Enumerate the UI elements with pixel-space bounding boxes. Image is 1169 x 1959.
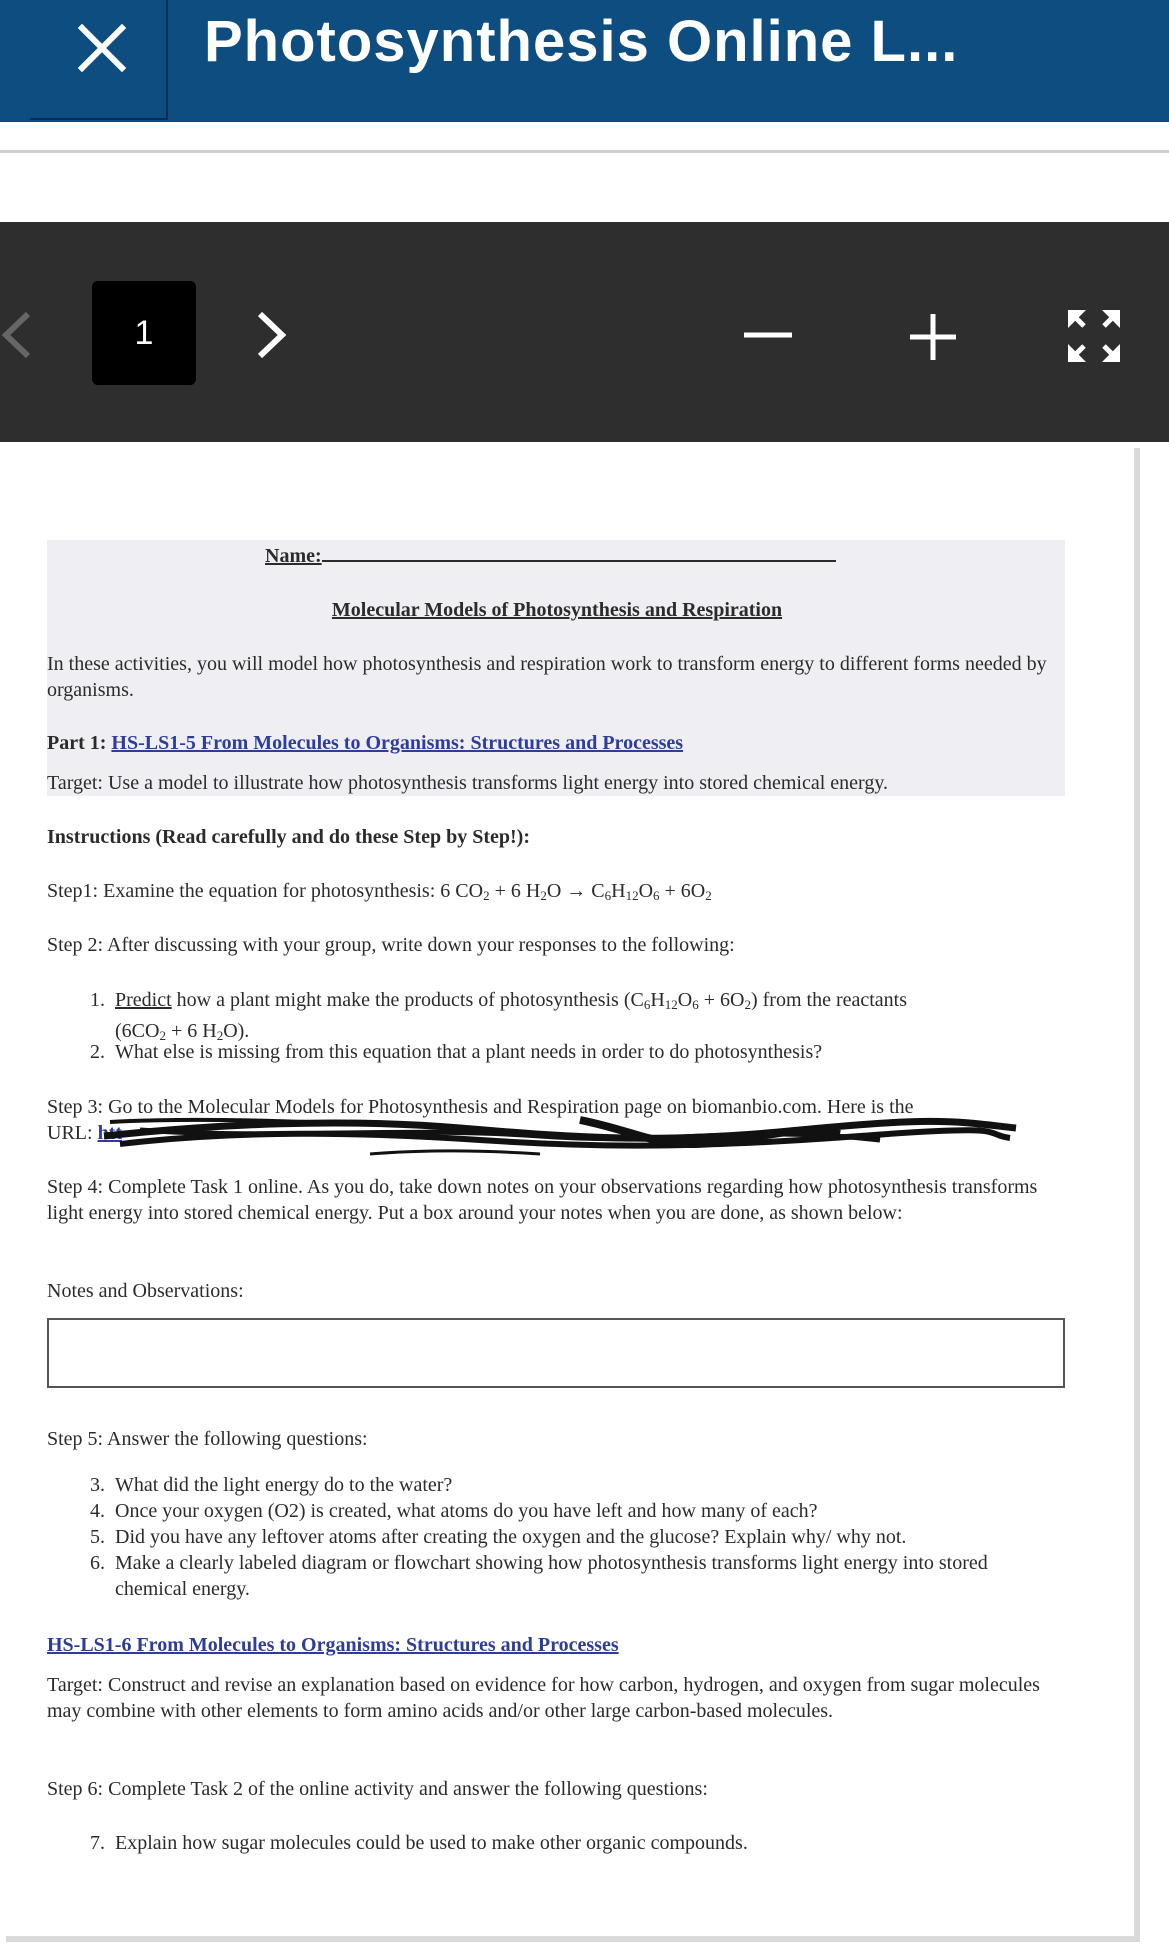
question-3-number: 3.: [90, 1474, 105, 1496]
part2-link[interactable]: HS-LS1-6 From Molecules to Organisms: Structures and Processes: [47, 1634, 619, 1656]
question-6-number: 6.: [90, 1552, 105, 1574]
question-6-text: Make a clearly labeled diagram or flowchart showing how photosynthesis transforms light energy into stored chemical energy.: [115, 1552, 988, 1600]
document-title-text: Molecular Models of Photosynthesis and Respiration: [331, 599, 783, 621]
divider: [0, 150, 1169, 153]
question-7-text: Explain how sugar molecules could be used to make other organic compounds.: [115, 1832, 748, 1854]
name-label: Name:: [265, 545, 322, 567]
question-7-number: 7.: [90, 1832, 105, 1854]
url-label: URL:: [47, 1122, 98, 1144]
fullscreen-icon[interactable]: [1064, 306, 1124, 366]
step1-text: Step1: Examine the equation for photosynthesis:: [47, 880, 441, 902]
redaction-scribble: [97, 1110, 1020, 1170]
question-1-tail: from the reactants: [757, 989, 908, 1011]
question-1-number: 1.: [90, 989, 105, 1011]
step3-line1: Step 3: Go to the Molecular Models for Photosynthesis and Respiration page on biomanbio.com. Here is the: [47, 1096, 914, 1118]
question-3-text: What did the light energy do to the water?: [115, 1474, 453, 1496]
step4: Step 4: Complete Task 1 online. As you do, take down notes on your observations regarding how photosynthesis transforms light energy into stored chemical energy. Put a box around your notes when you are done, as shown below:: [47, 1176, 1038, 1224]
question-1-reactants: ($6CO_2 + 6$ $H_2O$).: [115, 1020, 250, 1043]
predict-word: Predict: [115, 989, 172, 1011]
question-7: [75, 1830, 1065, 1856]
part1-link[interactable]: HS-LS1-5 From Molecules to Organisms: Structures and Processes: [111, 732, 684, 754]
chevron-right-icon[interactable]: [254, 310, 290, 360]
url-link[interactable]: htt: [97, 1122, 123, 1144]
target2: Target: Construct and revise an explanation based on evidence for how carbon, hydrogen, and oxygen from sugar molecules may combine with other elements to form amino acids and/or other large carbon-based molecules.: [47, 1674, 1040, 1722]
question-2-number: 2.: [90, 1041, 105, 1063]
question-1-part: how a plant might make the products of photosynthesis (C: [171, 989, 644, 1011]
notes-box: [47, 1318, 1065, 1388]
zoom-out-icon[interactable]: [740, 320, 796, 350]
part1-heading: [47, 730, 1067, 756]
part1-label: Part 1:: [47, 732, 107, 754]
step2: Step 2: After discussing with your group, write down your responses to the following:: [47, 934, 735, 956]
question-3: [75, 1472, 1065, 1498]
chevron-left-icon[interactable]: [0, 310, 34, 360]
name-line: [265, 543, 965, 569]
notes-label: Notes and Observations:: [47, 1280, 244, 1302]
question-5-text: Did you have any leftover atoms after creating the oxygen and the glucose? Explain why/ why not.: [115, 1526, 907, 1548]
close-button[interactable]: [30, 0, 168, 120]
name-blank: [322, 558, 836, 562]
question-2: [75, 1039, 1065, 1065]
step1: [47, 878, 1067, 909]
instructions-heading: Instructions (Read carefully and do these Step by Step!):: [47, 826, 530, 848]
step6: Step 6: Complete Task 2 of the online activity and answer the following questions:: [47, 1778, 708, 1800]
document-page[interactable]: [0, 442, 1132, 1934]
close-icon: [76, 22, 128, 74]
target1: Target: Use a model to illustrate how photosynthesis transforms light energy into stored chemical energy.: [47, 772, 889, 794]
step5: Step 5: Answer the following questions:: [47, 1428, 368, 1450]
app-title: Photosynthesis Online L...: [204, 9, 959, 74]
intro-paragraph: In these activities, you will model how photosynthesis and respiration work to transform energy to different forms needed by organisms.: [47, 653, 1047, 701]
question-1-formula: $_6H_{12}O_6 + 6O_2$): [643, 989, 758, 1012]
part2-heading: [47, 1632, 1067, 1658]
question-4-text: Once your oxygen (O2) is created, what atoms do you have left and how many of each?: [115, 1500, 818, 1522]
question-4-number: 4.: [90, 1500, 105, 1522]
pdf-toolbar: [0, 222, 1169, 442]
question-6: [75, 1550, 1065, 1602]
zoom-in-icon[interactable]: [906, 310, 960, 364]
question-2-text: What else is missing from this equation that a plant needs in order to do photosynthesis?: [115, 1041, 823, 1063]
page-number-box[interactable]: [92, 281, 196, 385]
question-5: [75, 1524, 1065, 1550]
question-5-number: 5.: [90, 1526, 105, 1548]
app-header: [0, 0, 1169, 122]
document-title: [47, 597, 1067, 623]
photosynthesis-equation: 6 $CO_2 + 6$ $H_2O \to C_6H_{12}O_6 + 6O_2$: [440, 880, 712, 903]
question-4: [75, 1498, 1065, 1524]
page-number: 1: [134, 313, 154, 352]
